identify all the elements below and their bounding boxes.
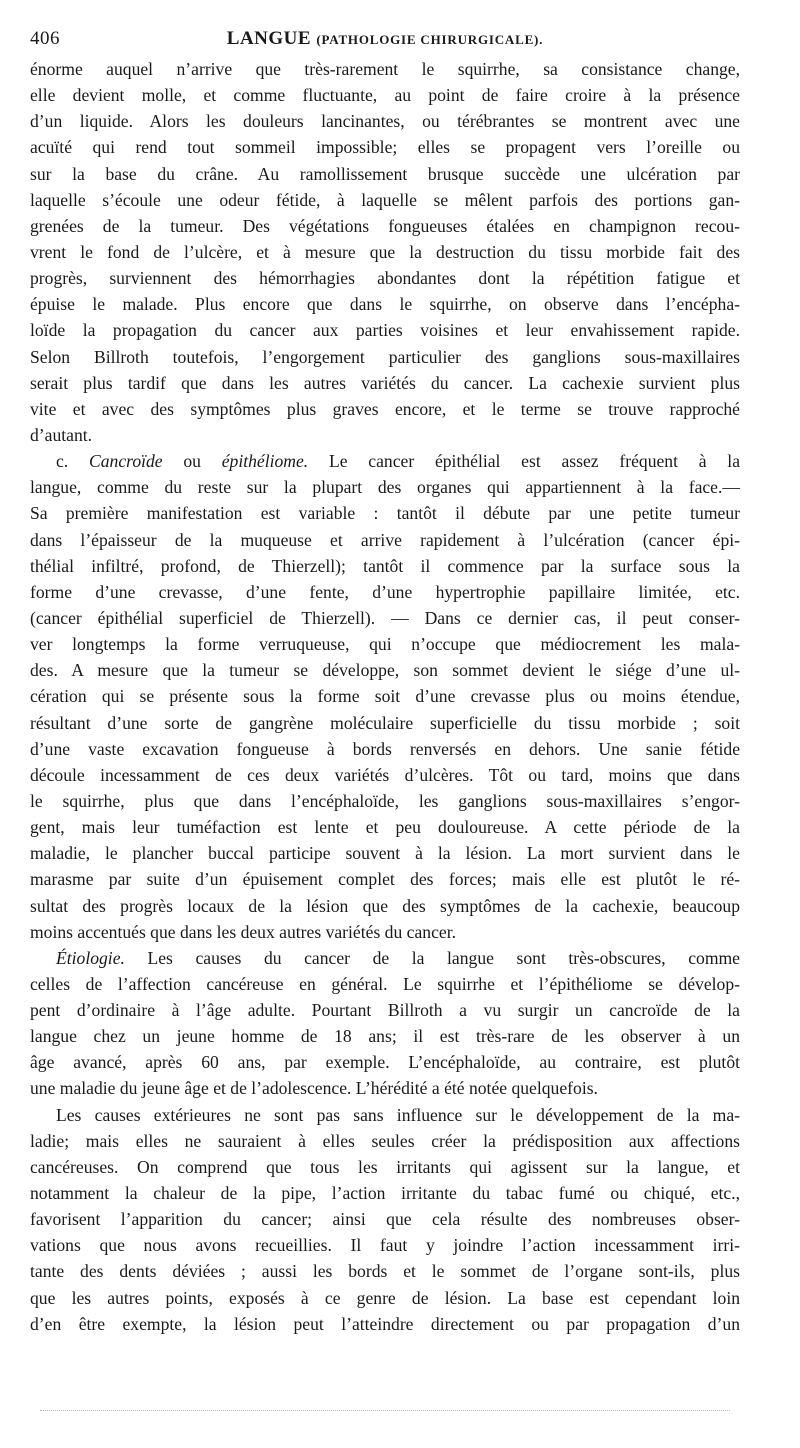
text-segment: énorme auquel n’arrive que très-rarement le squirrhe, sa consistance change,	[30, 59, 740, 79]
text-line	[30, 448, 740, 474]
text-line	[30, 82, 740, 108]
text-line	[30, 1049, 740, 1075]
italic-text: Étiologie.	[56, 947, 125, 968]
text-segment: vations que nous avons recueillies. Il faut y joindre l’action incessamment irri-	[30, 1235, 740, 1256]
text-segment: épuise le malade. Plus encore que dans le squirrhe, on observe dans l’encépha-	[30, 294, 740, 315]
text-line	[30, 631, 740, 657]
text-line	[30, 788, 740, 814]
text-segment: cancéreuses. On comprend que tous les irritants qui agissent sur la langue, et	[30, 1156, 740, 1177]
text-segment: celles de l’affection cancéreuse en général. Le squirrhe et l’épithéliome se dévelop-	[30, 973, 740, 994]
text-segment: langue chez un jeune homme de 18 ans; il est très-rare de les observer à un	[30, 1026, 740, 1047]
italic-text: Cancroïde	[88, 451, 163, 472]
text-segment: (cancer épithélial superficiel de Thierzell). — Dans ce dernier cas, il peut conser-	[30, 607, 740, 628]
text-segment: moins accentués que dans les deux autres variétés du cancer.	[30, 921, 456, 942]
text-line	[30, 657, 740, 683]
text-segment: tante des dents déviées ; aussi les bords et le sommet de l’organe sont-ils, plus	[30, 1261, 740, 1282]
text-line	[30, 553, 740, 579]
text-line	[30, 866, 740, 892]
text-line	[30, 317, 740, 343]
text-line	[30, 1258, 740, 1284]
text-line	[30, 265, 740, 291]
text-segment: laquelle s’écoule une odeur fétide, à laquelle se mêlent parfois des portions gan-	[30, 189, 740, 210]
text-line	[30, 161, 740, 187]
text-segment: favorisent l’apparition du cancer; ainsi que cela résulte des nombreuses obser-	[30, 1209, 740, 1230]
text-line	[30, 814, 740, 840]
text-line	[30, 1206, 740, 1232]
text-line	[30, 1232, 740, 1258]
text-line	[30, 1311, 740, 1337]
text-segment: serait plus tardif que dans les autres variétés du cancer. La cachexie survient plus	[30, 372, 740, 393]
text-line	[30, 1128, 740, 1154]
text-line	[30, 945, 740, 971]
running-title	[30, 28, 740, 50]
text-segment: âge avancé, après 60 ans, par exemple. L’encéphaloïde, au contraire, est plutôt	[30, 1052, 740, 1073]
text-segment: cération qui se présente sous la forme soit d’une crevasse plus ou moins étendue,	[30, 686, 740, 707]
text-line	[30, 527, 740, 553]
text-line	[30, 1023, 740, 1049]
text-line	[30, 291, 740, 317]
text-line	[30, 474, 740, 500]
text-line	[30, 239, 740, 265]
text-line	[30, 1102, 740, 1128]
page-number: 406	[30, 28, 60, 49]
text-segment: pent d’ordinaire à l’âge adulte. Pourtant Billroth a vu surgir un cancroïde de la	[30, 1000, 740, 1021]
text-segment: forme d’une crevasse, d’une fente, d’une hypertrophie papillaire limitée, etc.	[30, 581, 740, 602]
text-segment: Les causes du cancer de la langue sont très-obscures, comme	[124, 947, 740, 968]
text-line	[30, 187, 740, 213]
text-segment: gent, mais leur tuméfaction est lente et peu douloureuse. A cette période de la	[30, 817, 740, 838]
text-segment: d’une vaste excavation fongueuse à bords renversés en dehors. Une sanie fétide	[30, 738, 740, 759]
text-line	[30, 396, 740, 422]
text-segment: ladie; mais elles ne sauraient à elles seules créer la prédisposition aux affections	[30, 1130, 740, 1151]
text-line	[30, 422, 740, 448]
text-segment: sultat des progrès locaux de la lésion que des symptômes de la cachexie, beaucoup	[30, 895, 740, 916]
text-segment: Sa première manifestation est variable : tantôt il débute par une petite tumeur	[30, 503, 740, 524]
text-segment: d’un liquide. Alors les douleurs lancinantes, ou térébrantes se montrent avec une	[30, 111, 740, 132]
text-segment: ou	[162, 451, 222, 472]
text-segment: ver longtemps la forme verruqueuse, qui n’occupe que médiocrement les mala-	[30, 634, 740, 655]
text-line	[30, 1285, 740, 1311]
text-line	[30, 997, 740, 1023]
text-segment: vrent le fond de l’ulcère, et à mesure que la destruction du tissu morbide fait des	[30, 241, 740, 262]
text-line	[30, 683, 740, 709]
text-segment: progrès, surviennent des hémorrhagies abondantes dont la répétition fatigue et	[30, 268, 740, 289]
footer-rule	[40, 1410, 730, 1412]
text-line	[30, 134, 740, 160]
text-line	[30, 213, 740, 239]
text-line	[30, 500, 740, 526]
text-line	[30, 762, 740, 788]
text-line	[30, 1075, 740, 1101]
text-line	[30, 56, 740, 82]
text-line	[30, 736, 740, 762]
text-segment: Selon Billroth toutefois, l’engorgement particulier des ganglions sous-maxillaires	[30, 346, 740, 367]
text-segment: elle devient molle, et comme fluctuante, au point de faire croire à la présence	[30, 85, 740, 106]
text-segment: loïde la propagation du cancer aux parties voisines et leur envahissement rapide.	[30, 320, 740, 341]
text-segment: notamment la chaleur de la pipe, l’action irritante du tabac fumé ou chiqué, etc.,	[30, 1183, 740, 1204]
text-segment: grenées de la tumeur. Des végétations fongueuses étalées en champignon recou-	[30, 215, 740, 236]
text-segment: d’en être exempte, la lésion peut l’atteindre directement ou par propagation d’un	[30, 1313, 740, 1334]
page	[30, 28, 740, 1337]
text-segment: que les autres points, exposés à ce genre de lésion. La base est cependant loin	[30, 1287, 740, 1308]
body-text	[30, 56, 740, 1337]
text-line	[30, 108, 740, 134]
text-line	[30, 605, 740, 631]
text-segment: dans l’épaisseur de la muqueuse et arrive rapidement à l’ulcération (cancer épi-	[30, 529, 740, 550]
text-line	[30, 893, 740, 919]
running-head	[30, 28, 740, 56]
text-line	[30, 840, 740, 866]
text-segment: une maladie du jeune âge et de l’adolescence. L’hérédité a été notée quelquefois.	[30, 1078, 598, 1099]
text-segment: acuïté qui rend tout sommeil impossible; elles se propagent vers l’oreille ou	[30, 137, 740, 158]
running-title-sub: (PATHOLOGIE CHIRURGICALE).	[316, 32, 544, 47]
text-line	[30, 579, 740, 605]
text-line	[30, 1180, 740, 1206]
running-title-main: LANGUE	[226, 28, 312, 49]
text-segment: le squirrhe, plus que dans l’encéphaloïde, les ganglions sous-maxillaires s’engor-	[30, 790, 740, 811]
text-line	[30, 370, 740, 396]
text-segment: Le cancer épithélial est assez fréquent à la	[308, 451, 741, 472]
text-line	[30, 710, 740, 736]
text-line	[30, 971, 740, 997]
text-segment: vite et avec des symptômes plus graves encore, et le terme se trouve rapproché	[30, 398, 740, 419]
text-segment: résultant d’une sorte de gangrène moléculaire superficielle du tissu morbide ; soit	[30, 712, 740, 733]
text-segment: langue, comme du reste sur la plupart des organes qui appartiennent à la face.—	[30, 477, 740, 498]
text-segment: marasme par suite d’un épuisement complet des forces; mais elle est plutôt le ré-	[30, 869, 740, 890]
text-line	[30, 1154, 740, 1180]
text-segment: d’autant.	[30, 424, 93, 445]
text-segment: Les causes extérieures ne sont pas sans influence sur le développement de la ma-	[56, 1104, 740, 1125]
text-segment: des. A mesure que la tumeur se développe, son sommet devient le siége d’une ul-	[30, 660, 740, 681]
text-segment: c.	[56, 451, 89, 472]
text-line	[30, 344, 740, 370]
text-segment: découle incessamment de ces deux variétés d’ulcères. Tôt ou tard, moins que dans	[30, 764, 740, 785]
text-segment: maladie, le plancher buccal participe souvent à la lésion. La mort survient dans le	[30, 843, 740, 864]
italic-text: épithéliome.	[221, 451, 309, 472]
text-segment: thélial infiltré, profond, de Thierzell); tantôt il commence par la surface sous la	[30, 555, 740, 576]
text-segment: sur la base du crâne. Au ramollissement brusque succède une ulcération par	[30, 163, 740, 184]
text-line	[30, 919, 740, 945]
